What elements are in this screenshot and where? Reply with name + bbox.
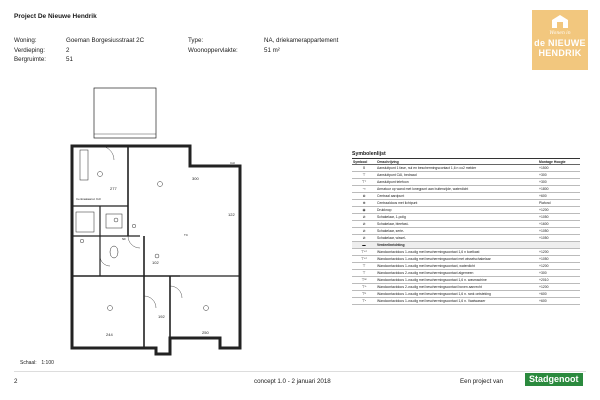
legend-row <box>352 193 580 200</box>
legend-height: +600 <box>538 297 580 304</box>
legend-symbol-icon: ⊤ᴬᵀ <box>352 248 376 255</box>
legend-height: +300 <box>538 172 580 179</box>
legend-symbol-icon: ⊕ <box>352 200 376 207</box>
plan-note: TC <box>184 233 188 237</box>
legend-symbol-icon: ⊻ <box>352 165 376 172</box>
legend-height: +300 <box>538 269 580 276</box>
legend-header: Montage Hoogte <box>538 159 580 165</box>
legend-row <box>352 255 580 262</box>
legend-symbol-icon: ⊤ <box>352 269 376 276</box>
legend-description: Aansluitpunt 1 fase, nul en beschermingscontact 1,6 n co2 melder <box>376 165 538 172</box>
project-logo <box>532 10 588 70</box>
legend-description: Centraal aardpunt <box>376 193 538 200</box>
legend-height: +1050 <box>538 255 580 262</box>
legend-description: Schakelaar, serie- <box>376 227 538 234</box>
legend-height <box>538 241 580 248</box>
legend-row <box>352 297 580 304</box>
legend-height: +1050 <box>538 213 580 220</box>
legend-height: +1050 <box>538 227 580 234</box>
info-label: Verdieping: <box>14 46 45 54</box>
scale-value: 1:100 <box>41 360 54 366</box>
legend-header: Omschrijving <box>376 159 538 165</box>
legend-description: Schakelaar, 1-polig <box>376 213 538 220</box>
dimension-label: 192 <box>158 314 165 319</box>
legend-height: Plafond <box>538 200 580 207</box>
legend-symbol-icon: ◉ <box>352 207 376 214</box>
legend-description: Wandcontactdoos 1-voudig met beschermingscontact met wisselschakelaar <box>376 255 538 262</box>
legend-height: +1050 <box>538 234 580 241</box>
project-by-label: Een project van <box>460 378 503 385</box>
legend-row <box>352 220 580 227</box>
legend-description: Armatuur op wand met lonegpunt aan buitenzijde, waterdicht <box>376 186 538 193</box>
dimension-label: 277 <box>110 186 117 191</box>
legend-row <box>352 172 580 179</box>
legend-row <box>352 283 580 290</box>
plan-note: Centraalaansl. Kdl <box>76 197 101 201</box>
project-title: Project De Nieuwe Hendrik <box>14 13 97 20</box>
legend-description: Wandcontactdoos 2-voudig met beschermingscontact algemeen <box>376 269 538 276</box>
info-value: 2 <box>66 46 70 54</box>
outer-wall <box>72 146 240 354</box>
legend-symbol-icon: ⊘ <box>352 213 376 220</box>
info-label: Type: <box>188 37 204 44</box>
info-value: 51 <box>66 56 73 63</box>
info-value: 51 m² <box>264 46 280 54</box>
legend-header: Symbool <box>352 159 376 165</box>
legend-symbol-icon: ⊘ <box>352 220 376 227</box>
legend-description: Wandcontactdoos 2-voudig met beschermingscontact boven aanrecht <box>376 283 538 290</box>
info-label: Woning: <box>14 37 37 44</box>
dimension-label: 244 <box>106 332 113 337</box>
legend-row <box>352 248 580 255</box>
legend-height: +600 <box>538 193 580 200</box>
legend-symbol-icon: ⊤ <box>352 172 376 179</box>
legend-description: Centraaldoos met lichtpunt <box>376 200 538 207</box>
dimension-label: 300 <box>192 176 199 181</box>
symbol-legend <box>352 151 580 305</box>
scale-label: Schaal: <box>20 360 37 366</box>
legend-row <box>352 269 580 276</box>
legend-row <box>352 241 580 248</box>
legend-title: Symbolenlijst <box>352 151 580 159</box>
plan-note: NF <box>122 237 126 241</box>
legend-row <box>352 227 580 234</box>
dimension-label: 102 <box>152 260 159 265</box>
legend-symbol-icon: ⊤ᵛ <box>352 297 376 304</box>
info-left <box>14 36 144 65</box>
footer-divider <box>14 371 586 372</box>
balcony-outline <box>94 88 156 138</box>
legend-row <box>352 234 580 241</box>
concept-version: concept 1.0 - 2 januari 2018 <box>254 378 331 385</box>
info-value: NA, driekamerappartement <box>264 37 339 44</box>
legend-height: +300 <box>538 179 580 186</box>
legend-row <box>352 276 580 283</box>
brand-logo: Stadgenoot <box>525 373 583 386</box>
floor-plan <box>60 86 250 358</box>
legend-height: +600 <box>538 290 580 297</box>
legend-table <box>352 159 580 305</box>
legend-row <box>352 165 580 172</box>
legend-description: Wandcontactdoos 1-voudig met beschermingscontact 1,6 n. Vaatwasser <box>376 297 538 304</box>
legend-row <box>352 213 580 220</box>
legend-row <box>352 262 580 269</box>
legend-row <box>352 290 580 297</box>
page-number: 2 <box>14 378 18 385</box>
legend-description: Schakelaar, wissel- <box>376 234 538 241</box>
legend-symbol-icon: ⊤ᴷ <box>352 290 376 297</box>
legend-height: +1200 <box>538 283 580 290</box>
legend-height: +1800 <box>538 186 580 193</box>
legend-row <box>352 179 580 186</box>
dimension-label: 122 <box>228 212 235 217</box>
scale <box>20 360 54 366</box>
legend-row <box>352 186 580 193</box>
legend-description: Wandcontactdoos 1-voudig met beschermingscontact, waterdicht <box>376 262 538 269</box>
legend-height: +1600 <box>538 220 580 227</box>
legend-description: Verdeelinrichting <box>376 241 538 248</box>
legend-description: Aansluitpunt CAI, bedraad <box>376 172 538 179</box>
legend-row <box>352 200 580 207</box>
info-value: Goeman Borgesiusstraat 2C <box>66 37 145 44</box>
legend-height: +2010 <box>538 276 580 283</box>
legend-description: Wandcontactdoos 1-voudig met beschermingscontact 1,6 n. wasmachine <box>376 276 538 283</box>
legend-symbol-icon: ⊤ᵀ <box>352 179 376 186</box>
legend-symbol-icon: ⊘ <box>352 227 376 234</box>
legend-description: Wandcontactdoos 1-voudig met beschermingscontact 1,6 n koelkast <box>376 248 538 255</box>
info-label: Woonoppervlakte: <box>188 46 238 54</box>
legend-description: Schakelaar, bleefast- <box>376 220 538 227</box>
dimension-label: 250 <box>202 330 209 335</box>
legend-height: +1200 <box>538 207 580 214</box>
legend-symbol-icon: ⊸ <box>352 186 376 193</box>
legend-height: +1200 <box>538 248 580 255</box>
legend-description: Drukknop <box>376 207 538 214</box>
legend-height: +1200 <box>538 262 580 269</box>
info-right <box>188 36 338 55</box>
legend-symbol-icon: ⊤ <box>352 262 376 269</box>
logo-line-1: de NIEUWE <box>534 38 586 48</box>
legend-symbol-icon: ⊤ᴬᵀ <box>352 255 376 262</box>
logo-kicker: Wonen in <box>549 31 571 36</box>
info-label: Bergruimte: <box>14 56 46 63</box>
legend-symbol-icon: ⊤ᵂ <box>352 276 376 283</box>
plan-note: CAI <box>230 161 236 165</box>
legend-symbol-icon: ⊤ᴬ <box>352 283 376 290</box>
legend-symbol-icon: ▬ <box>352 241 376 248</box>
legend-row <box>352 207 580 214</box>
legend-symbol-icon: ⊘ <box>352 234 376 241</box>
legend-height: +1500 <box>538 165 580 172</box>
logo-line-2: HENDRIK <box>538 48 582 58</box>
legend-symbol-icon: ⊗ <box>352 193 376 200</box>
legend-description: Wandcontactdoos 1-voudig met beschermingscontact 1,6 n. rank ontsteking <box>376 290 538 297</box>
legend-description: Aansluitpunt telefoon <box>376 179 538 186</box>
